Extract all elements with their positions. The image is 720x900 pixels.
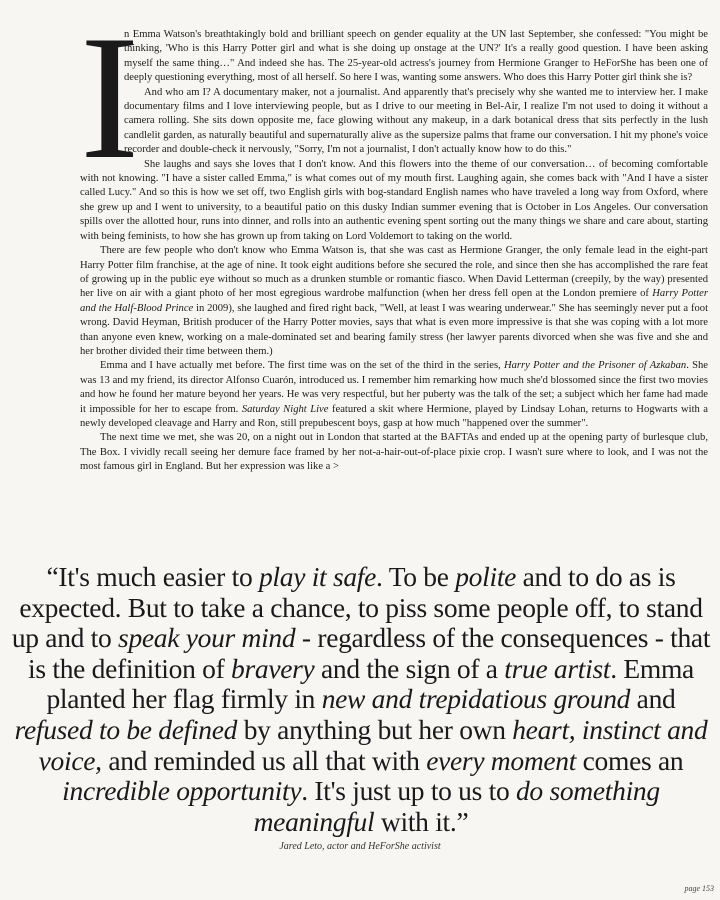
quote-text: and reminded us all that with	[101, 744, 427, 776]
text-run: And who am I? A documentary maker, not a journalist. And apparently that's precisely why she wanted me to interview her. I make documentary films and I love interviewing people, but as I drive to our meeting in Bel-Air, I realize I'm not used to doing it without a camera rolling. She sits down opposite me, face glowing without any makeup, in a dark botanical dress that sits perfectly in the lush candlelit garden, as naturally beautiful and supernaturally alive as the supersize palms that frame our conversation. I hit my phone's voice recorder and double-check it nervously, "Sorry, I'm not a journalist, I don't actually know how to do this."	[124, 86, 708, 156]
text-run: . She was 13 and my friend, its director Alfonso Cuarón, introduced us. I remember him remarking how much she'd blossomed since the first two movies and how he found her mature beyond her years. He was very respectful, but her puberty was the talk of the set; a subject which her fame had made it impossible for her to escape from.	[80, 360, 708, 415]
quote-text: with it.”	[374, 805, 469, 837]
text-run: The next time we met, she was 20, on a night out in London that started at the BAFTAs and ended up at the opening party of burlesque club, The Box. I vividly recall seeing her demure face framed by her not-a-hair-out-of-place pixie crop. I wasn't sure where to look, and I was not the most famous girl in England. But her expression was like a >	[80, 432, 708, 473]
quote-emphasis: new and trepidatious ground	[321, 683, 631, 715]
italic-title: Harry Potter and the Prisoner of Azkaban	[503, 360, 687, 372]
quote-emphasis: every moment	[426, 744, 577, 776]
quote-text: . To be	[376, 561, 456, 592]
article-paragraph	[80, 431, 708, 474]
quote-text: comes an	[576, 744, 684, 776]
quote-emphasis: heart, instinct and voice,	[38, 713, 708, 776]
drop-cap-space	[80, 28, 124, 164]
italic-title: Saturday Night Live	[241, 403, 329, 415]
text-run: featured a skit where Hermione, played by Lindsay Lohan, returns to Hogwarts with a newly developed cleavage and Harry and Ron, still prepubescent boys, gasp at how much "happened over the summer".	[80, 403, 709, 429]
pull-quote	[8, 562, 714, 837]
text-run: There are few people who don't know who Emma Watson is, that she was cast as Hermione Granger, the only female lead in the eight-part Harry Potter film franchise, at the age of nine. It took eight auditions before she secured the role, and since then she has accomplished the rare feat of growing up in the public eye without so much as a drunken stumble or romantic fiasco. When David Letterman (creepily, by the way) presented her live on air with a giant photo of her most egregious wardrobe malfunction (when her dress fell open at the London premiere of	[80, 245, 708, 300]
text-run: in 2009), she laughed and fired right back, "Well, at least I was wearing underwear." She has seemingly never put a foot wrong. David Heyman, British producer of the Harry Potter movies, says that what is even more impressive is that she was coping with a lot more than anyone even knew, working on a male-dominated set and bearing family stress (her lawyer parents divorced when she was five and she and her brother divided their time between them.)	[80, 302, 709, 357]
quote-attribution: Jared Leto, actor and HeForShe activist	[279, 841, 441, 852]
italic-title: Harry Potter and the Half-Blood Prince	[80, 288, 708, 314]
quote-text: “It's much easier to	[46, 561, 259, 592]
drop-cap: I	[80, 0, 138, 196]
article-paragraph	[80, 158, 708, 244]
quote-text: - regardless of the consequences - that is the definition of	[28, 622, 711, 684]
article-paragraph	[80, 359, 708, 431]
article-paragraph	[80, 86, 708, 158]
quote-emphasis: true artist	[504, 652, 611, 684]
quote-emphasis: play it safe	[258, 561, 377, 592]
quote-emphasis: do something meaningful	[253, 775, 660, 837]
article-paragraph	[80, 28, 708, 86]
quote-text: and the sign of a	[314, 652, 505, 684]
quote-text: . Emma planted her flag firmly in	[46, 652, 694, 715]
article-body	[80, 28, 708, 475]
quote-text: by anything but her own	[237, 713, 513, 745]
quote-text: and to do as is expected. But to take a chance, to piss some people off, to stand up and to	[11, 561, 703, 654]
quote-text: . It's just up to us to	[301, 775, 516, 807]
page-number: page 153	[684, 884, 714, 893]
text-run: She laughs and says she loves that I don't know. And this flowers into the theme of our conversation… of becoming comfortable with not knowing. "I have a sister called Emma," is what comes out of my mouth first. Laughing again, she comes back with "And I have a sister called Lucy." And so this is how we set off, two English girls with bog-standard English names who have traveled a long way from Oxford, where she grew up and I went to university, to a beautiful patio on this dusky Indian summer evening that is October in Los Angeles. Our conversation spills over the allotted hour, runs into dinner, and rolls into an authentic evening spent sorting out the many things we share and care about, starting with being feminists, to how she has grown up from taking on Lord Voldemort to taking on the world.	[80, 158, 708, 242]
quote-emphasis: bravery	[231, 652, 315, 684]
quote-text: and	[630, 683, 676, 715]
quote-emphasis: incredible opportunity	[62, 775, 302, 807]
quote-emphasis: speak your mind	[118, 622, 296, 654]
quote-emphasis: polite	[455, 561, 517, 592]
article-paragraph	[80, 244, 708, 359]
text-run: Emma and I have actually met before. The first time was on the set of the third in the series,	[100, 360, 504, 372]
quote-emphasis: refused to be defined	[14, 713, 238, 745]
text-run: n Emma Watson's breathtakingly bold and brilliant speech on gender equality at the UN last September, she confessed: "You might be thinking, 'Who is this Harry Potter girl and what is she doing up onstage at the UN?' It's a really good question. I have been asking myself the same thing…" And indeed she has. The 25-year-old actress's journey from Hermione Granger to HeForShe has been one of deeply questioning everything, most of all herself. So here I was, wanting some answers. Who does this Harry Potter girl think she is?	[124, 29, 708, 84]
